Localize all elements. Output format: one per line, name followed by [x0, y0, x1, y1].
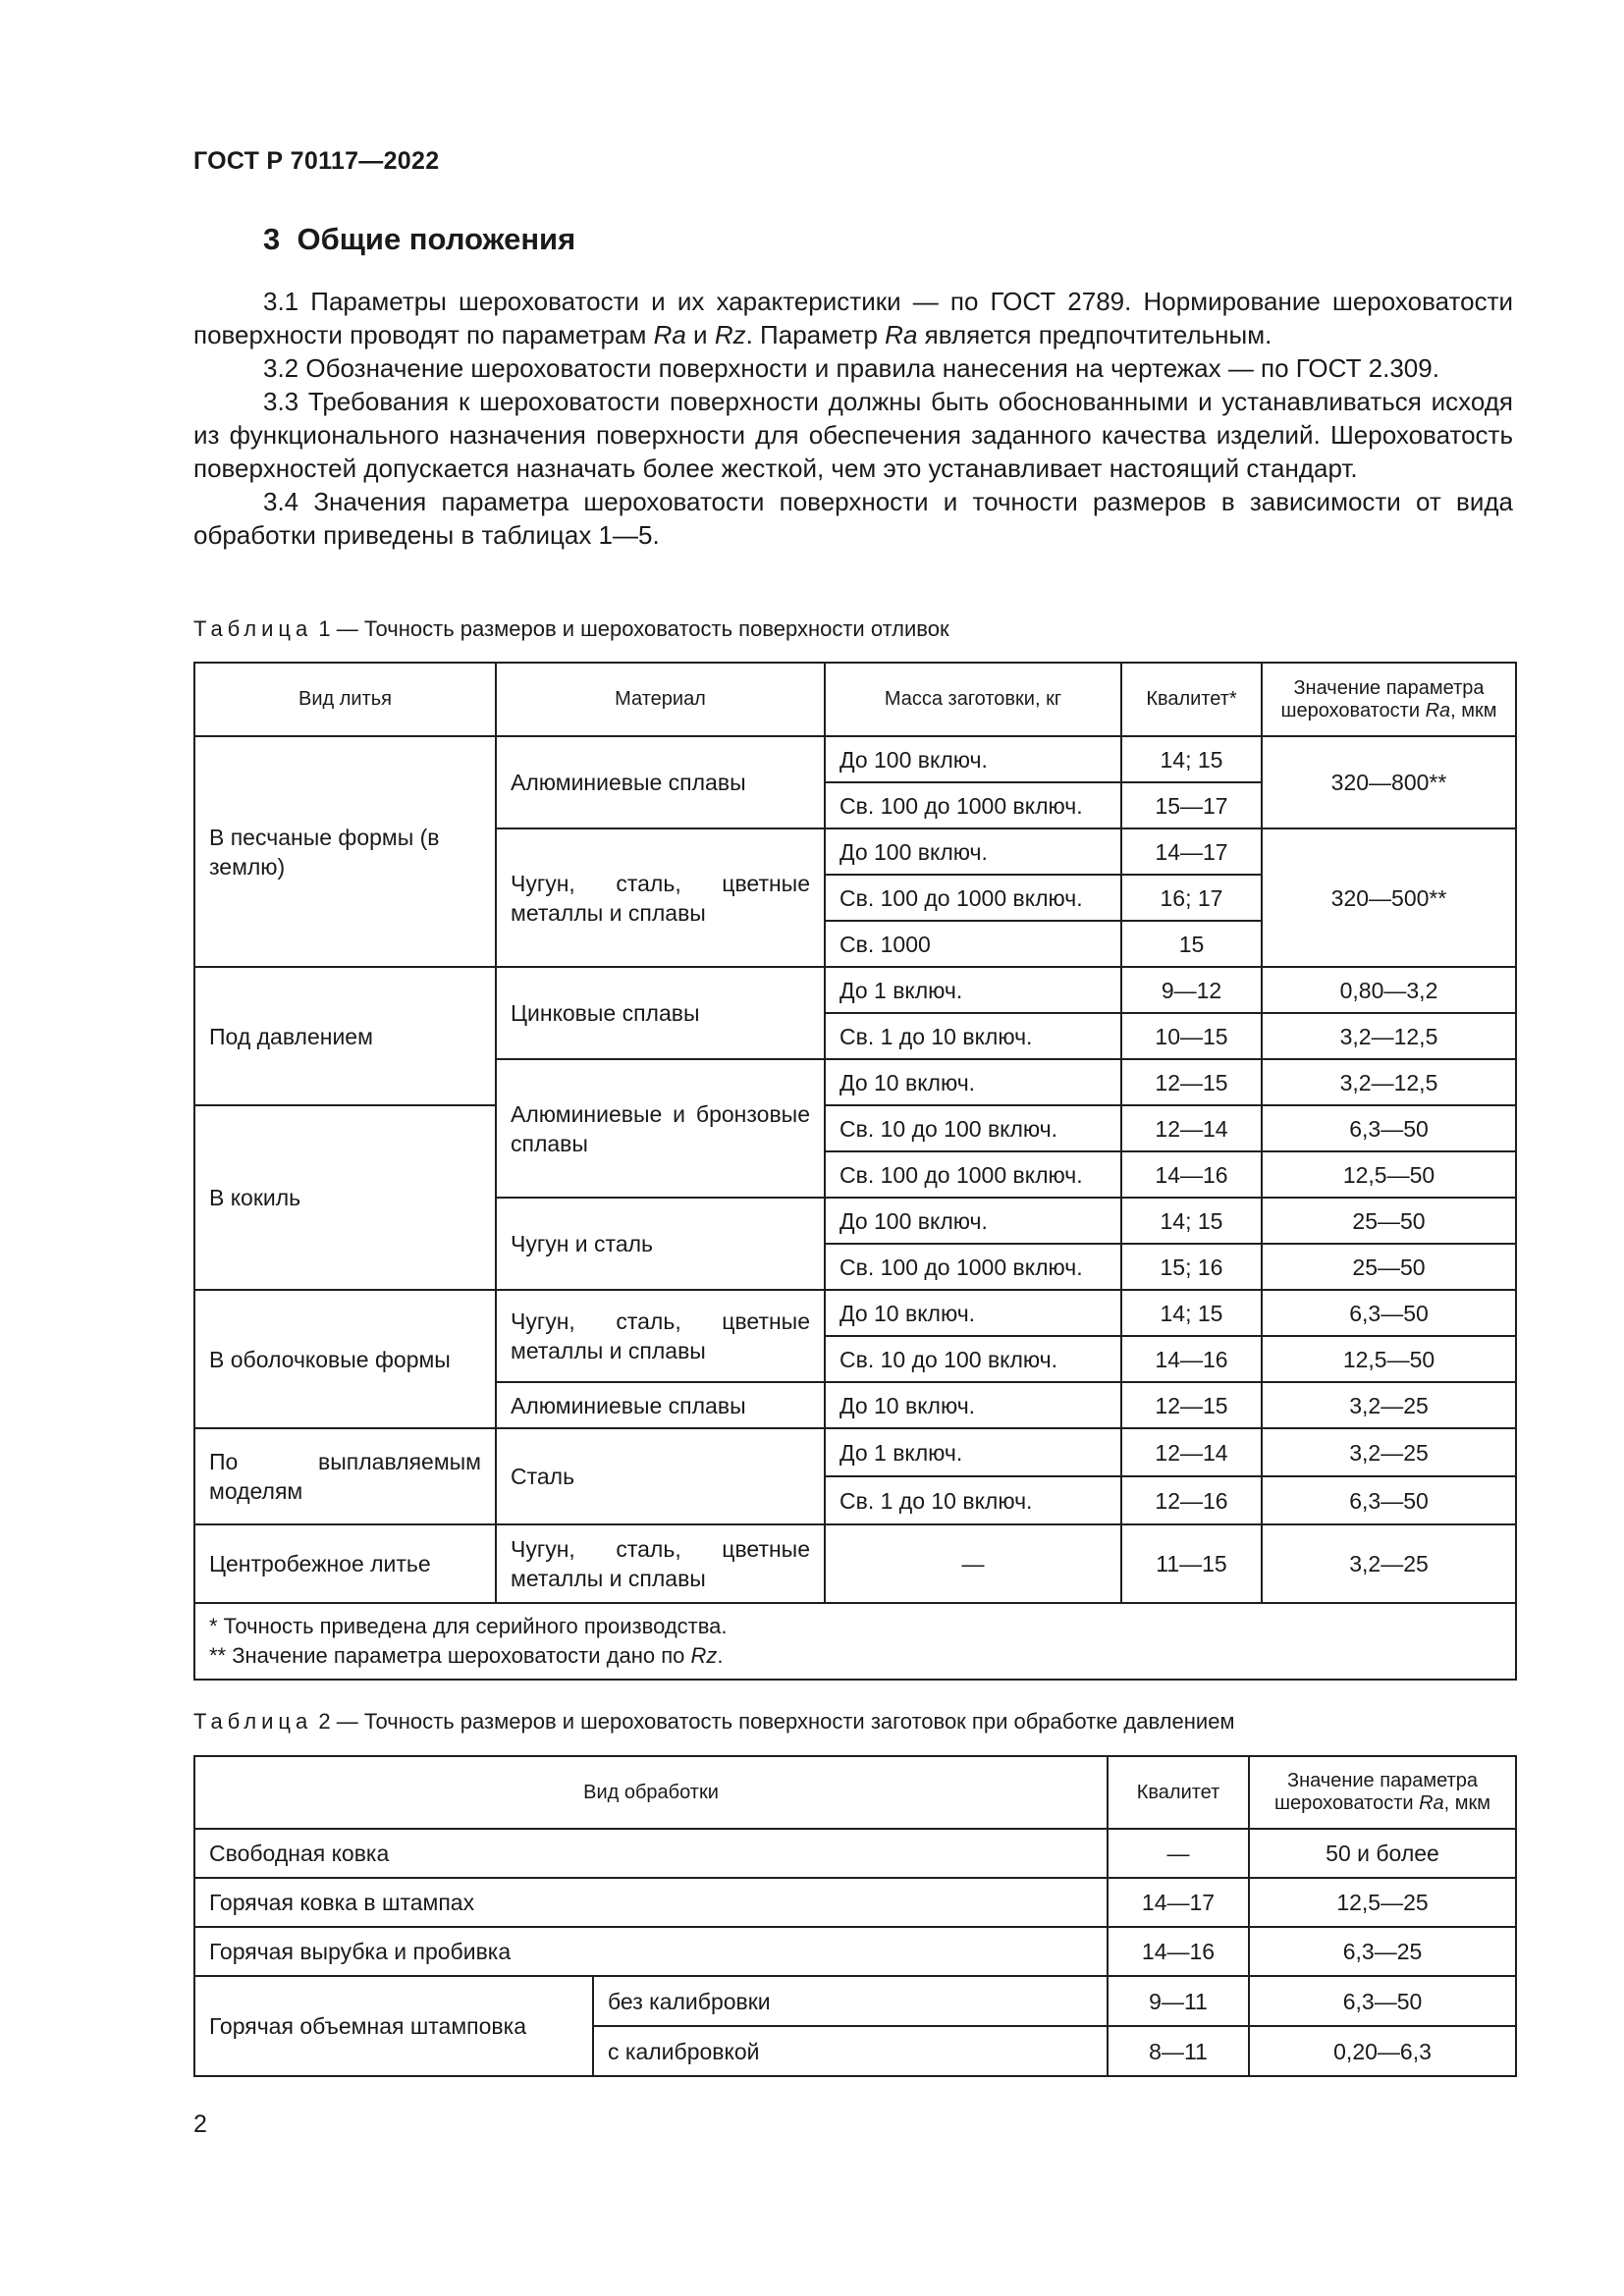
- mass-cell: До 10 включ.: [825, 1059, 1121, 1105]
- ra-cell: 3,2—25: [1262, 1382, 1516, 1428]
- grade-cell: 16; 17: [1121, 875, 1262, 921]
- page-number: 2: [193, 2110, 207, 2138]
- material-cell: Алюминиевые и бронзовые сплавы: [496, 1059, 825, 1198]
- ra-cell: 6,3—50: [1249, 1976, 1516, 2026]
- col-header-mass: Масса заготовки, кг: [825, 663, 1121, 736]
- grade-cell: 15; 16: [1121, 1244, 1262, 1290]
- table-row: [194, 1428, 1516, 1476]
- mass-cell: Св. 100 до 1000 включ.: [825, 875, 1121, 921]
- subprocess-cell: без калибровки: [593, 1976, 1108, 2026]
- ra-cell: 0,20—6,3: [1249, 2026, 1516, 2076]
- mass-cell: До 100 включ.: [825, 736, 1121, 782]
- grade-cell: 12—15: [1121, 1059, 1262, 1105]
- ra-cell: 25—50: [1262, 1198, 1516, 1244]
- table-notes-row: [194, 1603, 1516, 1680]
- ra-cell: 3,2—25: [1262, 1428, 1516, 1476]
- mass-cell: До 10 включ.: [825, 1290, 1121, 1336]
- grade-cell: 14—16: [1121, 1151, 1262, 1198]
- ra-cell: 3,2—12,5: [1262, 1013, 1516, 1059]
- grade-cell: —: [1108, 1829, 1249, 1878]
- col-header-process: Вид обработки: [194, 1756, 1108, 1829]
- mass-cell: До 10 включ.: [825, 1382, 1121, 1428]
- casting-type-centrifugal: Центробежное литье: [194, 1524, 496, 1603]
- grade-cell: 12—14: [1121, 1428, 1262, 1476]
- paragraph-3-2: 3.2 Обозначение шероховатости поверхности и правила нанесения на чертежах — по ГОСТ 2.309.: [263, 353, 1439, 383]
- material-cell: Цинковые сплавы: [496, 967, 825, 1059]
- table-row: [194, 1829, 1516, 1878]
- mass-cell: Св. 1 до 10 включ.: [825, 1476, 1121, 1524]
- table-1: [193, 662, 1517, 1681]
- material-cell: Сталь: [496, 1428, 825, 1524]
- material-cell: Чугун, сталь, цветные металлы и сплавы: [496, 1290, 825, 1382]
- casting-type-pressure: Под давлением: [194, 967, 496, 1105]
- col-header-ra: Значение параметра шероховатости Ra, мкм: [1262, 663, 1516, 736]
- grade-cell: 9—11: [1108, 1976, 1249, 2026]
- ra-cell: 320—500**: [1262, 828, 1516, 967]
- paragraph-3-4: 3.4 Значения параметра шероховатости поверхности и точности размеров в зависимости от вида обработки приведены в таблицах 1—5.: [193, 487, 1513, 550]
- ra-cell: 0,80—3,2: [1262, 967, 1516, 1013]
- mass-cell: До 100 включ.: [825, 828, 1121, 875]
- document-header: ГОСТ Р 70117—2022: [193, 147, 440, 175]
- process-cell: Горячая объемная штамповка: [194, 1976, 593, 2076]
- table-2-caption: Таблица 2 — Точность размеров и шероховатость поверхности заготовок при обработке давлением: [193, 1709, 1235, 1734]
- table-row: [194, 736, 1516, 782]
- grade-cell: 14—17: [1108, 1878, 1249, 1927]
- ra-cell: 12,5—25: [1249, 1878, 1516, 1927]
- table-2: [193, 1755, 1517, 2077]
- ra-cell: 6,3—50: [1262, 1105, 1516, 1151]
- mass-cell: Св. 1000: [825, 921, 1121, 967]
- col-header-grade: Квалитет*: [1121, 663, 1262, 736]
- ra-cell: 6,3—50: [1262, 1476, 1516, 1524]
- grade-cell: 15—17: [1121, 782, 1262, 828]
- grade-cell: 15: [1121, 921, 1262, 967]
- mass-cell: До 1 включ.: [825, 967, 1121, 1013]
- table-1-notes: [194, 1603, 1516, 1680]
- casting-type-chill: В кокиль: [194, 1105, 496, 1290]
- table-row: [194, 1524, 1516, 1603]
- table-row: [194, 967, 1516, 1013]
- ra-cell: 3,2—12,5: [1262, 1059, 1516, 1105]
- grade-cell: 9—12: [1121, 967, 1262, 1013]
- ra-cell: 6,3—50: [1262, 1290, 1516, 1336]
- grade-cell: 14—16: [1121, 1336, 1262, 1382]
- casting-type-shell: В оболочковые формы: [194, 1290, 496, 1428]
- grade-cell: 10—15: [1121, 1013, 1262, 1059]
- mass-cell: Св. 100 до 1000 включ.: [825, 1244, 1121, 1290]
- material-cell: Чугун и сталь: [496, 1198, 825, 1290]
- table-row: [194, 1878, 1516, 1927]
- ra-cell: 12,5—50: [1262, 1336, 1516, 1382]
- mass-cell: Св. 100 до 1000 включ.: [825, 1151, 1121, 1198]
- ra-cell: 6,3—25: [1249, 1927, 1516, 1976]
- ra-cell: 3,2—25: [1262, 1524, 1516, 1603]
- mass-cell: Св. 1 до 10 включ.: [825, 1013, 1121, 1059]
- mass-cell: Св. 10 до 100 включ.: [825, 1105, 1121, 1151]
- table-header-row: [194, 1756, 1516, 1829]
- col-header-type: Вид литья: [194, 663, 496, 736]
- footnote-1: * Точность приведена для серийного производства.: [209, 1614, 728, 1638]
- mass-cell: —: [825, 1524, 1121, 1603]
- grade-cell: 14; 15: [1121, 1198, 1262, 1244]
- process-cell: Горячая вырубка и пробивка: [194, 1927, 1108, 1976]
- ra-cell: 320—800**: [1262, 736, 1516, 828]
- section-title-text: Общие положения: [297, 222, 576, 256]
- mass-cell: До 100 включ.: [825, 1198, 1121, 1244]
- col-header-ra: Значение параметра шероховатости Ra, мкм: [1249, 1756, 1516, 1829]
- mass-cell: Св. 100 до 1000 включ.: [825, 782, 1121, 828]
- grade-cell: 14—17: [1121, 828, 1262, 875]
- grade-cell: 11—15: [1121, 1524, 1262, 1603]
- process-cell: Свободная ковка: [194, 1829, 1108, 1878]
- subprocess-cell: с калибровкой: [593, 2026, 1108, 2076]
- grade-cell: 12—15: [1121, 1382, 1262, 1428]
- grade-cell: 14; 15: [1121, 736, 1262, 782]
- paragraph-3-1: 3.1 Параметры шероховатости и их характеристики — по ГОСТ 2789. Нормирование шероховатости поверхности проводят по параметрам Ra и Rz. Параметр Ra является предпочтительным.: [193, 287, 1513, 349]
- table-1-caption: Таблица 1 — Точность размеров и шероховатость поверхности отливок: [193, 616, 949, 641]
- paragraph-3-3: 3.3 Требования к шероховатости поверхности должны быть обоснованными и устанавливаться исходя из функционального назначения поверхности для обеспечения заданного качества изделий. Шероховатость поверхностей допускается назначать более жесткой, чем это устанавливает настоящий стандарт.: [193, 387, 1513, 483]
- section-number: 3: [263, 222, 281, 256]
- grade-cell: 12—16: [1121, 1476, 1262, 1524]
- ra-cell: 12,5—50: [1262, 1151, 1516, 1198]
- mass-cell: Св. 10 до 100 включ.: [825, 1336, 1121, 1382]
- material-cell: Чугун, сталь, цветные металлы и сплавы: [496, 828, 825, 967]
- ra-cell: 50 и более: [1249, 1829, 1516, 1878]
- table-row: [194, 1290, 1516, 1336]
- grade-cell: 14; 15: [1121, 1290, 1262, 1336]
- grade-cell: 12—14: [1121, 1105, 1262, 1151]
- material-cell: Чугун, сталь, цветные металлы и сплавы: [496, 1524, 825, 1603]
- grade-cell: 8—11: [1108, 2026, 1249, 2076]
- footnote-2: ** Значение параметра шероховатости дано по Rz.: [209, 1643, 724, 1668]
- ra-cell: 25—50: [1262, 1244, 1516, 1290]
- col-header-material: Материал: [496, 663, 825, 736]
- material-cell: Алюминиевые сплавы: [496, 1382, 825, 1428]
- casting-type-sand: В песчаные формы (в землю): [194, 736, 496, 967]
- table-row: [194, 1927, 1516, 1976]
- casting-type-investment: По выплавляемым моделям: [194, 1428, 496, 1524]
- section-title: [263, 222, 575, 257]
- table-row: [194, 1976, 1516, 2026]
- table-row: [194, 1105, 1516, 1151]
- material-cell: Алюминиевые сплавы: [496, 736, 825, 828]
- process-cell: Горячая ковка в штампах: [194, 1878, 1108, 1927]
- col-header-grade: Квалитет: [1108, 1756, 1249, 1829]
- table-header-row: [194, 663, 1516, 736]
- mass-cell: До 1 включ.: [825, 1428, 1121, 1476]
- section-body: [193, 285, 1513, 552]
- grade-cell: 14—16: [1108, 1927, 1249, 1976]
